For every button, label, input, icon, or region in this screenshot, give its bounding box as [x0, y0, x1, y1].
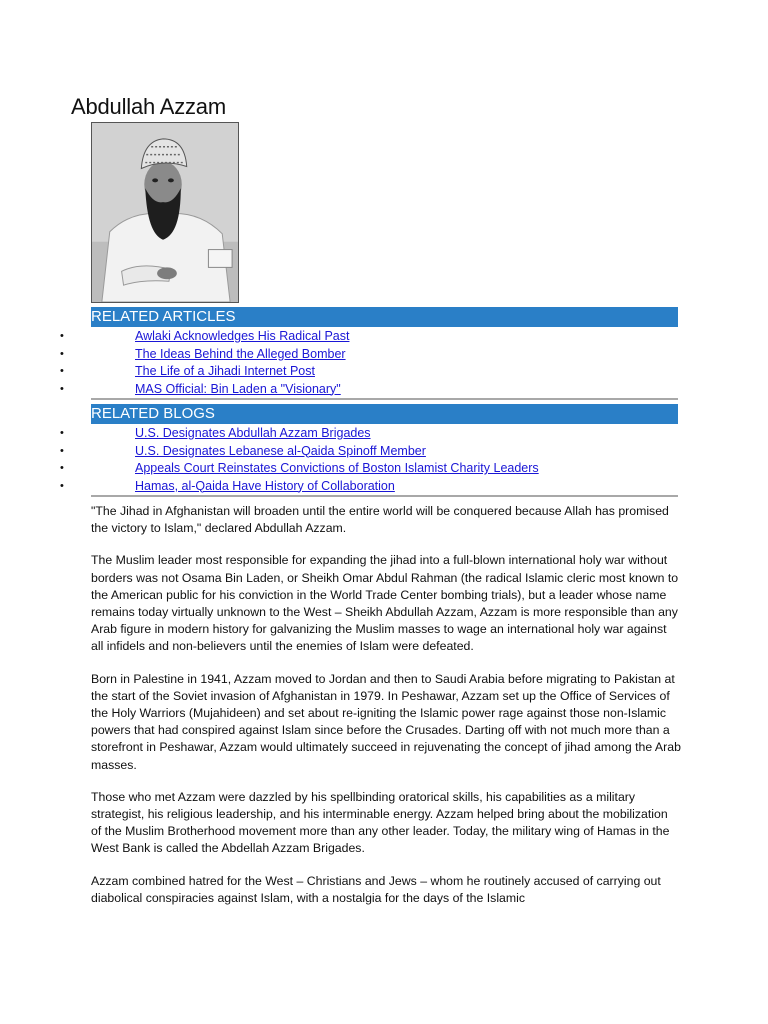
related-articles-header: [91, 307, 678, 327]
article-paragraph: The Muslim leader most responsible for expanding the jihad into a full-blown international holy war without borders was not Osama Bin Laden, or Sheikh Omar Abdul Rahman (the radical Islamic cleric most known to the American public for his conviction in the World Trade Center bombing trials), but a leader whose name remains today virtually unknown to the West – Sheikh Abdullah Azzam, Azzam is more responsible than any Arab figure in modern history for galvanizing the Muslim masses to wage an international holy war against all infidels and non-believers until the enemies of Islam were defeated.: [91, 553, 679, 654]
related-blog-link[interactable]: Appeals Court Reinstates Convictions of Boston Islamist Charity Leaders: [135, 461, 539, 475]
related-article-link[interactable]: Awlaki Acknowledges His Radical Past: [135, 329, 350, 343]
section-divider: [91, 398, 678, 400]
list-item: [0, 443, 768, 461]
list-item: [0, 328, 768, 346]
list-item: [0, 478, 768, 496]
related-article-link[interactable]: The Life of a Jihadi Internet Post: [135, 364, 315, 378]
portrait-image: [92, 123, 238, 302]
bullet: •: [60, 427, 64, 439]
bullet: •: [60, 479, 64, 492]
related-article-link[interactable]: The Ideas Behind the Alleged Bomber: [135, 346, 346, 361]
related-articles-heading: RELATED ARTICLES: [91, 308, 236, 325]
bullet: •: [60, 444, 64, 457]
related-blog-link[interactable]: U.S. Designates Lebanese al-Qaida Spinoff Member: [135, 443, 426, 458]
bullet: •: [60, 330, 64, 342]
related-blog-link[interactable]: U.S. Designates Abdullah Azzam Brigades: [135, 426, 371, 440]
list-item: [0, 460, 768, 478]
portrait-photo: [91, 122, 239, 303]
bullet: •: [60, 462, 64, 474]
related-blog-link[interactable]: Hamas, al-Qaida Have History of Collaboration: [135, 478, 395, 493]
list-item: [0, 425, 768, 443]
article-paragraph: Azzam combined hatred for the West – Christians and Jews – whom he routinely accused of carrying out diabolical conspiracies against Islam, with a nostalgia for the days of the Islamic: [91, 873, 661, 905]
bullet: •: [60, 382, 64, 395]
article-paragraph: Born in Palestine in 1941, Azzam moved to Jordan and then to Saudi Arabia before migrating to Pakistan at the start of the Soviet invasion of Afghanistan in 1979. In Peshawar, Azzam set up the Office of Services of the Holy Warriors (Mujahideen) and set about re-igniting the Islamic power rage against those non-Islamic powers that had conspired against Islam since before the Crusades. Darting off with not much more than a storefront in Peshawar, Azzam would ultimately succeed in rejuvenating the concept of jihad among the Arab masses.: [91, 671, 681, 772]
related-articles-list: [0, 328, 768, 398]
article-body: [91, 503, 681, 922]
related-blogs-heading: RELATED BLOGS: [91, 405, 215, 422]
related-article-link[interactable]: MAS Official: Bin Laden a "Visionary": [135, 381, 341, 396]
list-item: [0, 381, 768, 399]
page-title: Abdullah Azzam: [71, 94, 226, 119]
bullet: •: [60, 347, 64, 360]
section-divider: [91, 495, 678, 497]
list-item: [0, 363, 768, 381]
related-blogs-list: [0, 425, 768, 495]
article-paragraph: "The Jihad in Afghanistan will broaden until the entire world will be conquered because Allah has promised the victory to Islam," declared Abdullah Azzam.: [91, 504, 669, 536]
article-paragraph: Those who met Azzam were dazzled by his spellbinding oratorical skills, his capabilities as a military strategist, his religious leadership, and his interminable energy. Azzam helped bring about the mobilization of the Muslim Brotherhood movement more than any other leader. Today, the military wing of Hamas in the West Bank is called the Abdellah Azzam Brigades.: [91, 789, 670, 856]
related-blogs-header: [91, 404, 678, 424]
list-item: [0, 346, 768, 364]
bullet: •: [60, 365, 64, 377]
